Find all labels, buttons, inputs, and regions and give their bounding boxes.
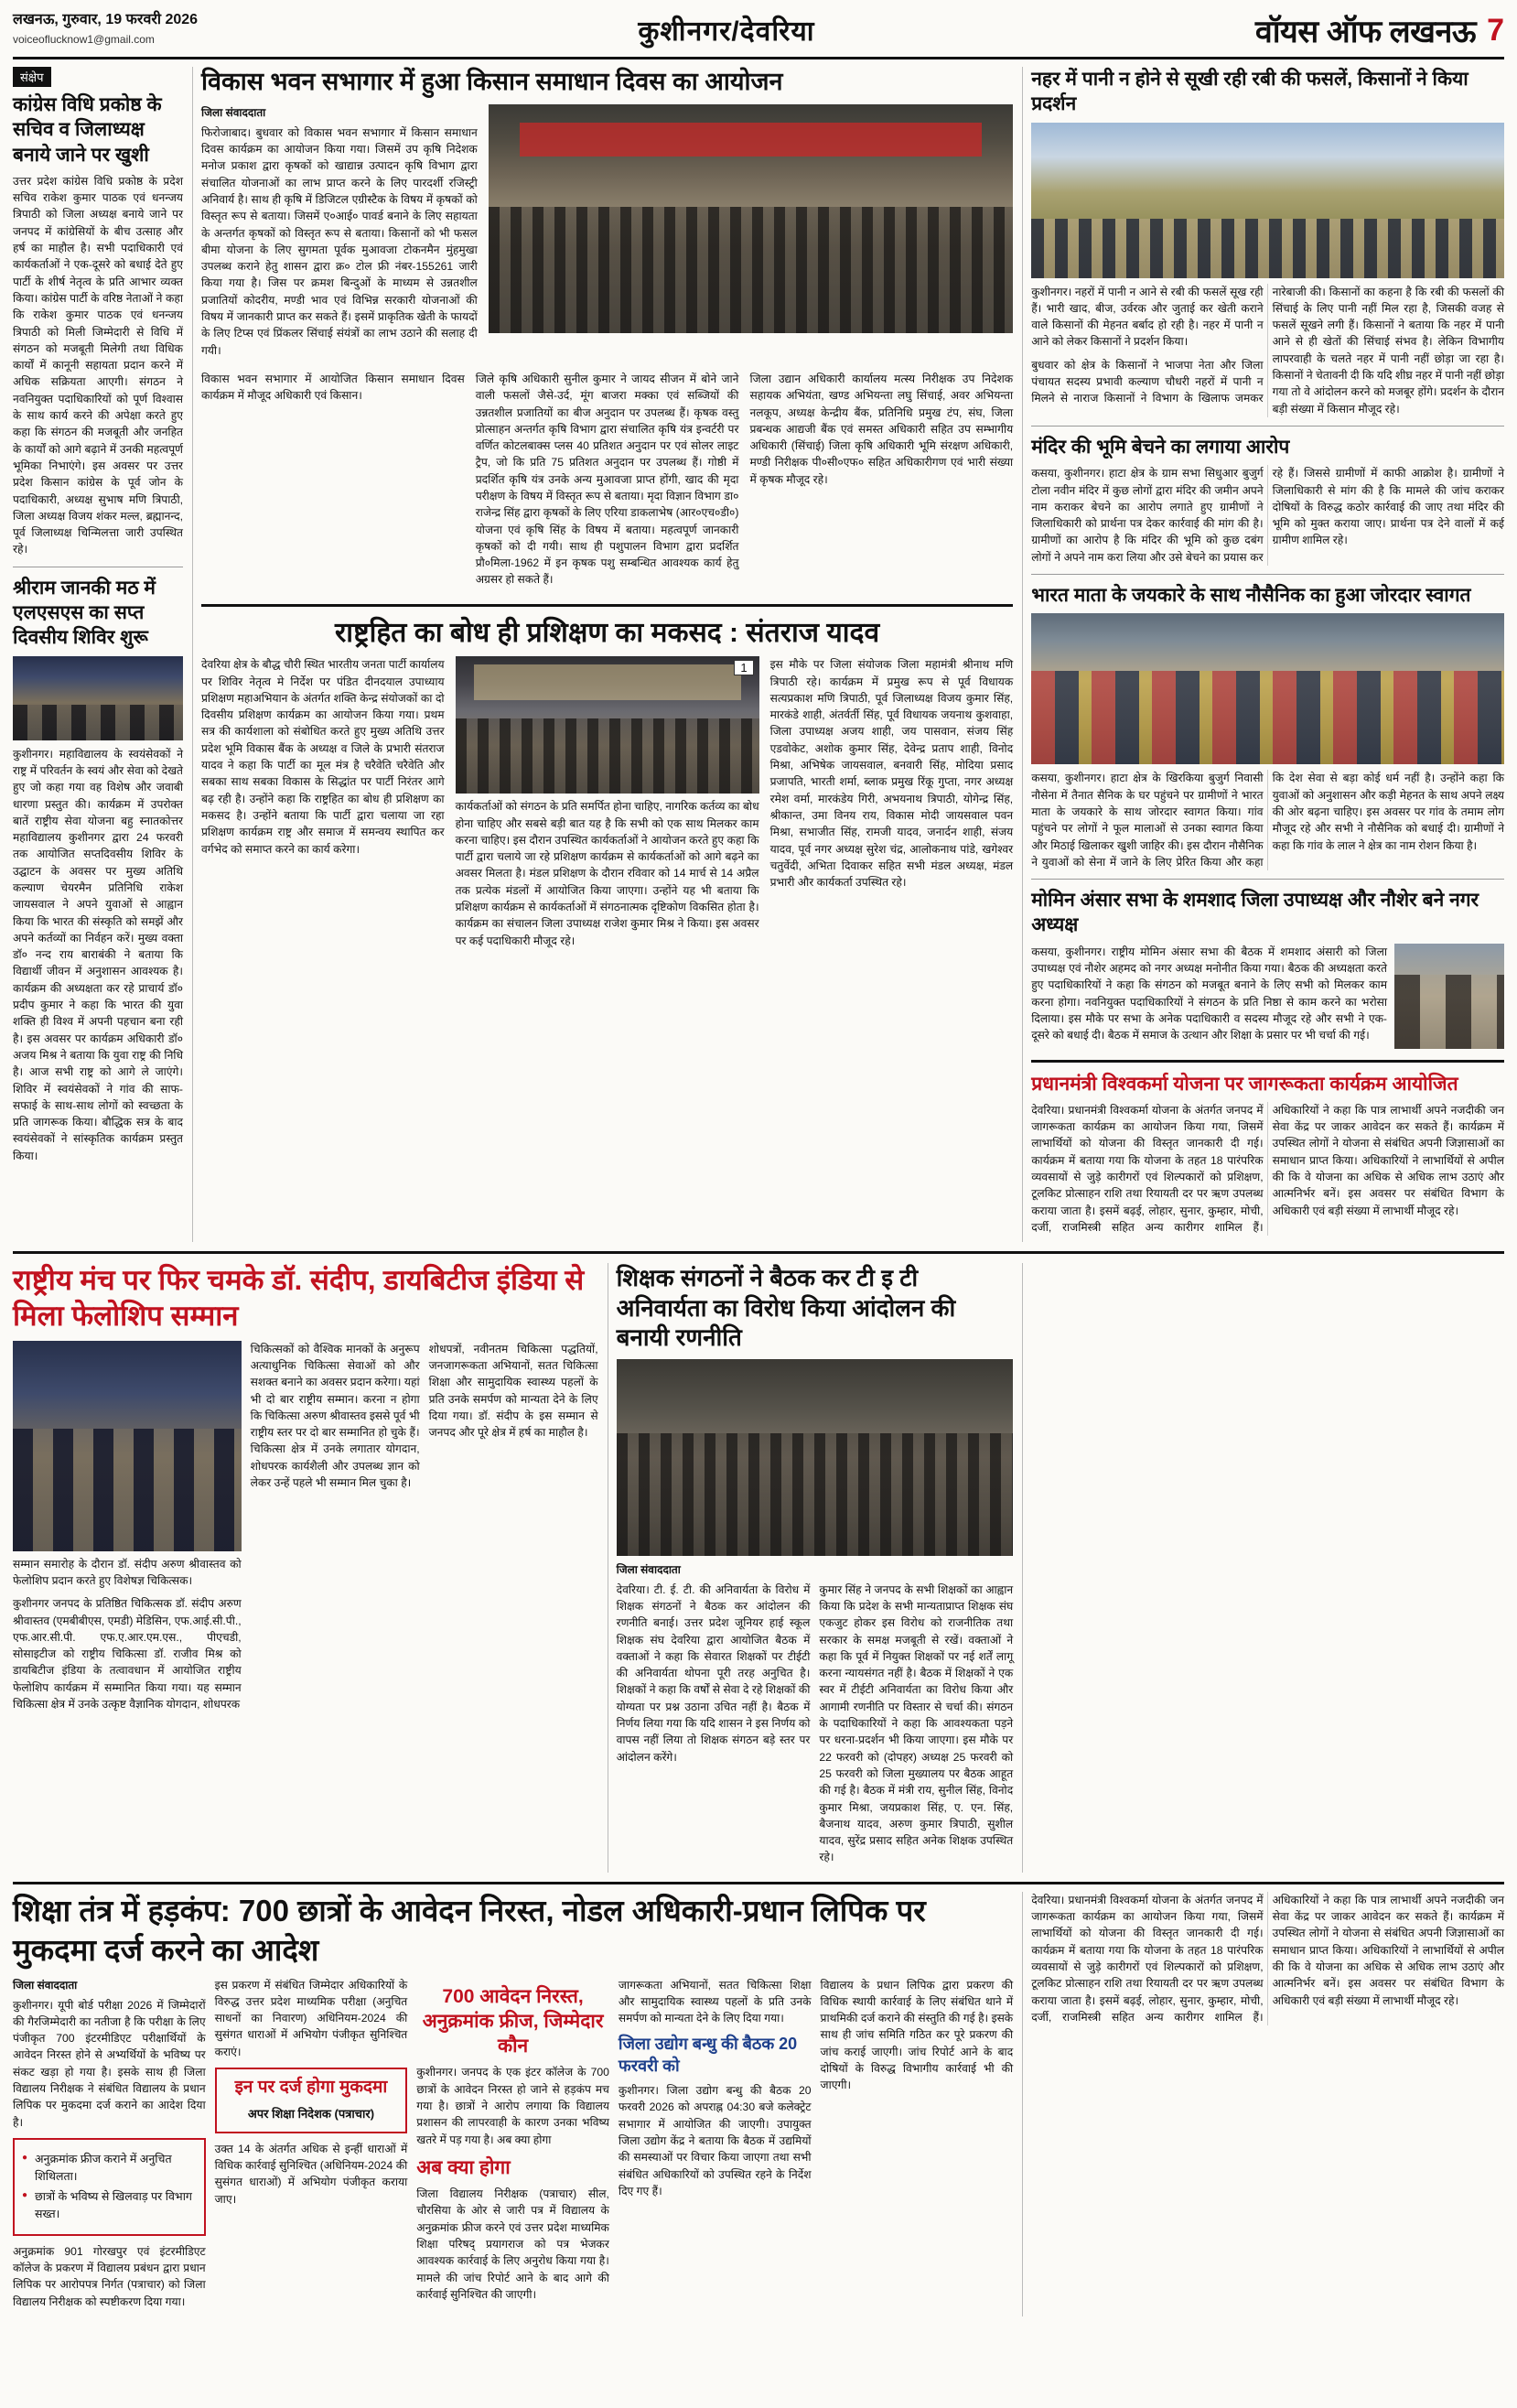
- nahar-story-photo: [1031, 123, 1504, 278]
- fellowship-caption: सम्मान समारोह के दौरान डॉ. संदीप अरुण श्रीवास्तव को फेलोशिप प्रदान करते हुए विशेषज्ञ चिकित्सक।: [13, 1557, 242, 1587]
- education-box-3-title: अब क्या होगा: [416, 2156, 511, 2178]
- education-box-2-title: 700 आवेदन निरस्त, अनुक्रमांक फ्रीज, जिम्मेदार कौन: [422, 1985, 604, 2057]
- masthead-edition: कुशीनगर/देवरिया: [638, 16, 815, 47]
- lower-grid: [13, 1251, 1504, 1873]
- education-box-1-title: इन पर दर्ज होगा मुकदमा: [234, 2077, 388, 2097]
- nagar-story-photo: [1394, 944, 1504, 1049]
- training-story-col-c: इस मौके पर जिला संयोजक जिला महामंत्री श्रीनाथ मणि त्रिपाठी रहे। कार्यक्रम में प्रमुख रूप से पूर्व विधायक सत्यप्रकाश मणि त्रिपाठी, पूर्व जिलाध्यक्ष विजय कुमार सिंह, मारकंडे शाही, अंतर्वर्ती सिंह, पूर्व विधायक जयनाथ कुशवाहा, जिला उपाध्यक्ष अजय शाही, जय पासवान, संजय सिंह एडवोकेट, अशोक कुमार सिंह, देवेन्द्र प्रताप शाही, विनोद मिश्रा, अभिषेक जायसवाल, बनवारी सिंह, मोदिया प्रसाद प्रजापति, भारती शर्मा, ब्लाक प्रमुख रिंकू गुप्ता, नगर अध्यक्ष रमेश वर्मा, मारकंडेय गिरी, अभयनाथ त्रिपाठी, योगेन्द्र सिंह, श्रीकान्त, उमा विनय राय, विकास मोदी जायसवाल पवन मिश्रा, सभाजीत सिंह, रामजी यादव, जनार्दन शाही, संजय यादव, पूर्व नगर अध्यक्ष सुरेश चंद्र, आलोकनाथ पांडे, खगेश्वर चतुर्वेदी, अभिता दिवाकर सहित सभी मंडल अध्यक्ष, मंडल प्रभारी और कार्यकर्ता उपस्थित रहे।: [769, 658, 1014, 890]
- education-story: [13, 1882, 1504, 2316]
- fellowship-col-c: शोधपत्रों, नवीनतम चिकित्सा पद्धतियों, जनजागरूकता अभियानों, सतत चिकित्सा शिक्षा और सामुदायिक स्वास्थ्य पहलों के प्रति उनके समर्पण को मान्यता देने के लिए दिया गया। डॉ. संदीप के इस सम्मान से जनपद और पूरे क्षेत्र में हर्ष का माहौल है।: [428, 1342, 598, 1440]
- masthead-date: लखनऊ, गुरुवार, 19 फरवरी 2026: [13, 12, 199, 27]
- fellowship-story: [13, 1263, 598, 1873]
- teacher-col-b: कुमार सिंह ने जनपद के सभी शिक्षकों का आह्वान किया कि प्रदेश के सभी मान्यताप्राप्त शिक्षक संघ एकजुट होकर इस विरोध को राजनीतिक तथा सरकार के समक्ष मजबूती से रखें। वक्ताओं ने कहा कि पूर्व में नियुक्त शिक्षकों पर नई शर्तें लागू करना न्यायसंगत नहीं है। बैठक में शिक्षकों ने एक स्वर में टीईटी अनिवार्यता का विरोध किया और आगामी रणनीति पर विस्तार से चर्चा की। संगठन के पदाधिकारियों ने कहा कि आवश्यकता पड़ने पर धरना-प्रदर्शन भी किया जाएगा। इस मौके पर 22 फरवरी को (दोपहर) अध्यक्ष 25 फरवरी को 25 फरवरी को जिला मुख्यालय पर बैठक आहूत की गई है। बैठक में मंत्री राय, सुनील सिंह, विनोद कुमार मिश्रा, जयप्रकाश सिंह, ए. एन. सिंह, बैजनाथ यादव, अरुण कुमार त्रिपाठी, सुशील यादव, सुरेंद्र प्रसाद सहित अनेक शिक्षक उपस्थित रहे।: [819, 1582, 1014, 1864]
- fellowship-col-a: कुशीनगर जनपद के प्रतिष्ठित चिकित्सक डॉ. संदीप अरुण श्रीवास्तव (एमबीबीएस, एमडी) मेडिसिन, एफ.आई.सी.पी., एफ.आर.सी.पी. एफ.ए.आर.एम.एस., पीएचडी, सोसाइटीज को राष्ट्रीय चिकित्सा डॉ. राजीव मिश्र को डायबिटीज इंडिया के तत्वावधान में आयोजित राष्ट्रीय फेलोशिप कार्यक्रम में सम्मानित किया गया। यह सम्मान चिकित्सा क्षेत्र में उनके उत्कृष्ट वैज्ञानिक योगदान, शोधपरक: [13, 1597, 242, 1712]
- navy-story-photo: [1031, 613, 1504, 764]
- mandir-story-body: कसया, कुशीनगर। हाटा क्षेत्र के ग्राम सभा सिधुआर बुजुर्ग टोला नवीन मंदिर में कुछ लोगों द्वारा मंदिर की जमीन अपने नाम कराकर बेचने का आरोप लगाते हुए ग्रामीणों ने जिलाधिकारी को प्रार्थना पत्र देकर कार्रवाई की मांग की है। ग्रामीणों का आरोप है कि मंदिर की भूमि को कुछ दबंग लोगों ने अपने नाम करा लिया और उसे बेचने का प्रयास कर रहे हैं। जिससे ग्रामीणों में काफी आक्रोश है। ग्रामीणों ने जिलाधिकारी से मांग की है कि मामले की जांच कराकर दोषियों के विरुद्ध कठोर कार्रवाई की जाए तथा मंदिर की भूमि को मुक्त कराया जाए। प्रार्थना पत्र देने वालों में कई ग्रामीण शामिल रहे।: [1031, 467, 1504, 564]
- education-lead: कुशीनगर। यूपी बोर्ड परीक्षा 2026 में जिम्मेदारों की गैरजिम्मेदारी का नतीजा है कि परीक्षा के लिए पंजीकृत 700 इंटरमीडिएट परीक्षार्थियों के आवेदन निरस्त होने से अभ्यर्थियों के भविष्य पर संकट खड़ा हो गया है। इसके साथ ही जिला विद्यालय निरीक्षक ने संबंधित विद्यालय के प्रधान लिपिक पर मुकदमा दर्ज कराने का आदेश दिया है।: [13, 1998, 206, 2129]
- education-box-4-title: जिला उद्योग बन्धु की बैठक 20 फरवरी को: [618, 2035, 798, 2075]
- nahar-story-p2: बुधवार को क्षेत्र के किसानों ने भाजपा नेता और जिला पंचायत सदस्य प्रभावी कल्याण चौधरी नहरों में पानी न मिलने से नाराज किसानों ने विभाग के खिलाफ जमकर नारेबाजी की। किसानों का कहना है कि रबी की फसलों की सिंचाई के लिए पानी नहीं मिल रहा है, जिसकी वजह से फसलें सूखने लगी हैं। किसानों ने बताया कि नहर में पानी आने से ही खेतों की सिंचाई संभव है। लेकिन विभागीय लापरवाही के चलते नहर में पानी नहीं छोड़ा जा रहा है। किसानों ने चेतावनी दी कि यदि शीघ्र नहर में पानी नहीं छोड़ा गया तो वे आंदोलन करने को मजबूर होंगे। प्रदर्शन के दौरान बड़ी संख्या में किसान मौजूद रहे।: [1031, 285, 1504, 416]
- section-kicker: संक्षेप: [13, 67, 51, 87]
- brief-2-photo: [13, 656, 183, 740]
- page-grid: [13, 67, 1504, 1242]
- main-story-headline: विकास भवन सभागार में हुआ किसान समाधान दिवस का आयोजन: [201, 68, 783, 95]
- brief-2-headline: श्रीराम जानकी मठ में एलएसएस का सप्त दिवसीय शिविर शुरू: [13, 577, 156, 649]
- navy-story-body: कसया, कुशीनगर। हाटा क्षेत्र के खिरकिया बुजुर्ग निवासी नौसेना में तैनात सैनिक के घर पहुंचने पर ग्रामीणों ने भारत माता के जयकारे के साथ जोरदार स्वागत किया। गांव पहुंचने पर लोगों ने फूल मालाओं से उनका स्वागत किया और मिठाई खिलाकर खुशी जाहिर की। इस दौरान नौसैनिक ने युवाओं को सेना में जाने के लिए प्रेरित किया और कहा कि देश सेवा से बड़ा कोई धर्म नहीं है। उन्होंने कहा कि युवाओं को अनुशासन और कड़ी मेहनत के साथ अपने लक्ष्य की ओर बढ़ना चाहिए। इस अवसर पर गांव के तमाम लोग मौजूद रहे और सभी ने नौसैनिक को बधाई दी। ग्रामीणों ने कहा कि गांव के लाल ने क्षेत्र का नाम रोशन किया है।: [1031, 772, 1504, 869]
- nahar-story-p1: कुशीनगर। नहरों में पानी न आने से रबी की फसलें सूख रही हैं। भारी खाद, बीज, उर्वरक और जुताई कर खेती कराने वाले किसानों की मेहनत बर्बाद हो रही है। नहर में पानी न आने को लेकर किसानों ने प्रदर्शन किया।: [1031, 285, 1264, 349]
- main-story-photo: [489, 104, 1013, 333]
- vishwakarma-story-body: देवरिया। प्रधानमंत्री विश्वकर्मा योजना के अंतर्गत जनपद में जागरूकता कार्यक्रम का आयोजन किया गया, जिसमें लाभार्थियों को योजना की विस्तृत जानकारी दी गई। कार्यक्रम में बताया गया कि योजना के तहत 18 पारंपरिक व्यवसायों से जुड़े कारीगरों एवं शिल्पकारों को प्रशिक्षण, टूलकिट प्रोत्साहन राशि तथा रियायती दर पर ऋण उपलब्ध कराया जाता है। इसमें बढ़ई, लोहार, सुनार, कुम्हार, मोची, दर्जी, राजमिस्त्री सहित अन्य कारीगर शामिल हैं। अधिकारियों ने कहा कि पात्र लाभार्थी अपने नजदीकी जन सेवा केंद्र पर जाकर आवेदन कर सकते हैं। कार्यक्रम में उपस्थित लोगों ने योजना से संबंधित अपनी जिज्ञासाओं का समाधान प्राप्त किया। अधिकारियों ने लाभार्थियों से अपील की कि वे योजना का अधिक से अधिक लाभ उठाएं और आत्मनिर्भर बनें। इस अवसर पर संबंधित विभाग के अधिकारी एवं बड़ी संख्या में लाभार्थी मौजूद रहे।: [1031, 1103, 1504, 1234]
- training-story-col-a: देवरिया क्षेत्र के बौद्ध चौरी स्थित भारतीय जनता पार्टी कार्यालय पर शिविर नेतृत्व मे निर्देश पर पंडित दीनदयाल उपाध्याय प्रशिक्षण महाअभियान के अंतर्गत शक्ति केन्द्र संयोजकों का दो दिवसीय प्रशिक्षण कार्यक्रम का आयोजन किया गया। प्रथम सत्र की कार्यशाला को संबोधित करते हुए मुख्य अतिथि उत्तर प्रदेश भूमि विकास बैंक के अध्यक्ष व जिले के प्रभारी संतराज यादव ने कहा कि पार्टी का मूल मंत्र है चरैवेति चरैवेति और सबका साथ सबका विकास के सिद्धांत पर पार्टी निरंतर आगे बढ़ रही है। उन्होंने कहा कि राष्ट्रहित का बोध ही प्रशिक्षण का मकसद है। उन्होंने बताया कि पार्टी द्वारा चलाया जा रहा प्रशिक्षण कार्यक्रम राष्ट्र और समाज में समन्वय स्थापित कर वर्गभेद को समाप्त करने का कार्य करेगा।: [201, 658, 445, 856]
- bottom-right-rail: [1022, 1892, 1504, 2316]
- lower-right-spacer: [1022, 1263, 1504, 1873]
- masthead-email: voiceoflucknow1@gmail.com: [13, 33, 155, 46]
- education-box-4-text: कुशीनगर। जिला उद्योग बन्धु की बैठक 20 फरवरी 2026 को अपराह्न 04:30 बजे कलेक्ट्रेट सभागार में आयोजित की जाएगी। उपायुक्त जिला उद्योग केंद्र ने बताया कि बैठक में उद्यमियों की समस्याओं पर विचार किया जाएगा तथा सभी संबंधित अधिकारियों को उपस्थित रहने के निर्देश दिए गए हैं।: [618, 2084, 812, 2197]
- divider: [201, 604, 1013, 607]
- education-box-1: [215, 2068, 408, 2133]
- main-story-col-b: जिले कृषि अधिकारी सुनील कुमार ने जायद सीजन में बोने जाने वाली फसलों जैसे-उर्द, मूंग बाजरा मक्का एवं सब्जियों की उन्नतशील प्रजातियों का बीज अनुदान पर उपलब्ध हैं। कृषक वस्तु प्रोत्साहन अन्तर्गत कृषि विभाग द्वारा संचालित कृषि यंत्र इन्वर्टरी पर वर्णित कोटलबाक्स प्लस 40 प्रतिशत अनुदान पर एवं सोलर लाइट ट्रैप, जो कि प्रति 75 प्रतिशत अनुदान पर उपलब्ध हैं। गोष्ठी में प्रदर्शित कृषि यंत्र उनके अन्य मुआवजा प्राप्त होंगी, खाद की मृदा परीक्षण के विषय में विस्तृत रूप से बताया। मृदा विज्ञान विभाग डा० राजेन्द्र सिंह द्वारा कृषकों के लिए एरिया डाकलाभेष (आर०एच०डी०) योजना एवं कृषि सिंह के विषय में बताया। महत्वपूर्ण जानकारी कृषकों को दी गयी। साथ ही पशुपालन विभाग द्वारा प्रदर्शित प्रौ०मिला-1962 में इन कृषक पशु सम्बन्धित आवश्यक कार्य हेतु अग्रसर हो सकते हैं।: [475, 372, 739, 587]
- fellowship-photo: [13, 1341, 242, 1551]
- nahar-story-headline: नहर में पानी न होने से सूखी रही रबी की फसलें, किसानों ने किया प्रदर्शन: [1031, 69, 1469, 115]
- fellowship-headline: राष्ट्रीय मंच पर फिर चमके डॉ. संदीप, डायबिटीज इंडिया से मिला फेलोशिप सम्मान: [13, 1264, 585, 1332]
- main-story-col-a: फिरोजाबाद। बुधवार को विकास भवन सभागार में किसान समाधान दिवस कार्यक्रम का आयोजन किया गया। जिसमें उप कृषि निदेशक मनोज प्रकाश द्वारा कृषकों को खाद्यान्न उत्पादन कृषि विभाग द्वारा संचालित योजनाओं का लाभ प्राप्त करने के लिए पारदर्शी रजिस्ट्री अनिवार्य है। साथ ही कृषि में डिजिटल एग्रीस्टैक के विषय में कृषकों को विस्तृत रूप से बताया। जिसमें ए०आई० पावर्ड बनाने के लिए सहायता के अन्तर्गत कृषकों को विस्तृत रूप से बताया। किसानों को भी फसल बीमा योजना के लिए सुगमता पूर्वक मुआवजा टोकनमैन मुंहमुखा उपलब्ध कराने हेतु शासन द्वारा क्र० टोल फ्री नंबर-155261 जारी किया गया है। जिस पर क्रमश बिन्दुओं के माध्यम से उन्नतशील प्रजातियों कोदरीय, मण्डी भाव एवं विभिन्न सरकारी योजनाओं की विषय में जानकारी प्राप्त कर सकते हैं। इसमें प्राकृतिक खेती के फायदों के लिए टिप्स एवं प्रिंकलर सिंचाई संयंत्रों का लाभ उठाने की सलाह दी गयी।: [201, 125, 478, 357]
- masthead-title: वॉयस ऑफ लखनऊ: [1254, 15, 1477, 49]
- main-story-col-c: जिला उद्यान अधिकारी कार्यालय मत्स्य निरीक्षक उप निदेशक सहायक अभियंता, खण्ड अभियन्ता लघु सिंचाई, अवर अभियन्ता नलकूप, अध्यक्ष केन्द्रीय बैंक, प्रतिनिधि प्रमुख टंप, संघ, जिला प्रबन्धक आद्यजी बैंक एवं समस्त अधिकारी सहित उप सम्भागीय अधिकारी (सिंचाई) जिला कृषि अधिकारी भूमि संरक्षण अधिकारी, मण्डी निरीक्षक पी०सी०एफ० सहित अधिकारीगण एवं भारी संख्या में कृषक मौजूद रहे।: [749, 372, 1014, 486]
- education-col-b2: उक्त 14 के अंतर्गत अधिक से इन्हीं धाराओं में विधिक कार्रवाई सुनिश्चित (अधिनियम-2024 की सुसंगत धाराओं) में अभियोग पंजीकृत कराया जाए।: [214, 2142, 408, 2206]
- training-story-headline: राष्ट्रहित का बोध ही प्रशिक्षण का मकसद : संतराज यादव: [335, 617, 880, 648]
- education-headline: शिक्षा तंत्र में हड़कंप: 700 छात्रों के आवेदन निरस्त, नोडल अधिकारी-प्रधान लिपिक पर मुकदमा दर्ज करने का आदेश: [13, 1893, 926, 1967]
- photo-badge: 1: [734, 660, 753, 675]
- masthead-right: [1255, 9, 1504, 51]
- main-story-byline: जिला संवाददाता: [201, 105, 266, 119]
- nagar-story-headline: मोमिन अंसार सभा के शमशाद जिला उपाध्यक्ष और नौशेर बने नगर अध्यक्ष: [1031, 890, 1479, 936]
- divider: [1031, 879, 1504, 880]
- teacher-col-a: देवरिया। टी. ई. टी. की अनिवार्यता के विरोध में शिक्षक संगठनों ने बैठक कर आंदोलन की रणनीति बनाई। उत्तर प्रदेश जूनियर हाई स्कूल शिक्षक संघ देवरिया द्वारा आयोजित बैठक में वक्ताओं ने कहा कि सेवारत शिक्षकों पर टीईटी की अनिवार्यता थोपना पूरी तरह अनुचित है। शिक्षकों ने कहा कि वर्षों से सेवा दे रहे शिक्षकों की योग्यता पर प्रश्न उठाना उचित नहीं है। बैठक में निर्णय लिया गया कि यदि शासन ने इस निर्णय को वापस नहीं लिया तो शिक्षक संगठन बड़े स्तर पर आंदोलन करेंगे।: [616, 1582, 811, 1764]
- education-box-2-text: कुशीनगर। जनपद के एक इंटर कॉलेज के 700 छात्रों के आवेदन निरस्त हो जाने से हड़कंप मच गया है। छात्रों ने आरोप लगाया कि विद्यालय प्रशासन की लापरवाही के कारण उनका भविष्य खतरे में पड़ गया है। अब क्या होगा: [416, 2066, 609, 2146]
- education-box-3-text: जिला विद्यालय निरीक्षक (पत्राचार) सील, चौरसिया के ओर से जारी पत्र में विद्यालय के अनुक्रमांक फ्रीज करने एवं उत्तर प्रदेश माध्यमिक शिक्षा परिषद् प्रयागराज को पत्र भेजकर आवश्यक कार्रवाई के लिए अनुरोध किया गया है। मामले की जांच रिपोर्ट आने के बाद आगे की कार्रवाई सुनिश्चित की जाएगी।: [416, 2187, 609, 2301]
- education-box-1-sub: अपर शिक्षा निदेशक (पत्राचार): [247, 2106, 375, 2121]
- main-story-col-a2: विकास भवन सभागार में आयोजित किसान समाधान दिवस कार्यक्रम में मौजूद अधिकारी एवं किसान।: [201, 372, 465, 403]
- teacher-story: [608, 1263, 1014, 1873]
- masthead: [13, 9, 1504, 59]
- brief-1-body: उत्तर प्रदेश कांग्रेस विधि प्रकोष्ठ के प्रदेश सचिव राकेश कुमार पाठक एवं धनन्जय त्रिपाठी को जिला अध्यक्ष बनाये जाने पर जनपद में कांग्रेसियों के बीच उत्साह और हर्ष का माहौल है। सभी पदाधिकारी एवं कार्यकर्ताओं ने एक-दूसरे को बधाई देते हुए पार्टी के शीर्ष नेतृत्व के प्रति आभार व्यक्त किया। कांग्रेस पार्टी के वरिष्ठ नेताओं ने कहा कि राकेश कुमार पाठक एवं धनन्जय त्रिपाठी को मिली जिम्मेदारी से विधि में संगठन को मजबूती मिलेगी तथा विधिक कार्यों में कानूनी सहायता प्रदान करने में अधिक सक्रियता आएगी। संगठन ने नवनियुक्त पदाधिकारियों को पूर्ण विश्वास के साथ कार्य करने की अपेक्षा करते हुए कहा कि संगठन की मजबूती और जनहित के कार्यों को आगे बढ़ाने में उनकी महत्वपूर्ण भूमिका निभाएंगे। इस अवसर पर उत्तर प्रदेश किसान कांग्रेस के पूर्व जोन के पदाधिकारी, अध्यक्ष सुभाष मणि त्रिपाठी, जिला अध्यक्ष विजय शंकर मल्ल, ब्रह्मानन्द, पूर्व जिलाध्यक्ष चिन्मिलत्ता जारी उपस्थित रहे।: [13, 174, 183, 556]
- education-bullet-2: ● छात्रों के भविष्य से खिलवाड़ पर विभाग सख्त।: [22, 2188, 197, 2223]
- nagar-story-body: कसया, कुशीनगर। राष्ट्रीय मोमिन अंसार सभा की बैठक में शमशाद अंसारी को जिला उपाध्यक्ष एवं नौशेर अहमद को नगर अध्यक्ष मनोनीत किया गया। बैठक की अध्यक्षता करते हुए पदाधिकारियों ने कहा कि संगठन को मजबूत बनाने के लिए सभी को मिलकर काम करना होगा। नवनियुक्त पदाधिकारियों ने संगठन के प्रति निष्ठा से काम करने का भरोसा दिलाया। इस मौके पर सभा के अनेक पदाधिकारी व सदस्य मौजूद रहे और सभी ने एक-दूसरे को बधाई दी। बैठक में समाज के उत्थान और शिक्षा के प्रसार पर भी चर्चा की गई।: [1031, 945, 1387, 1042]
- training-story-photo: [456, 656, 759, 794]
- teacher-headline: शिक्षक संगठनों ने बैठक कर टी इ टी अनिवार्यता का विरोध किया आंदोलन की बनायी रणनीति: [616, 1264, 956, 1352]
- fellowship-col-b: चिकित्सकों को वैश्विक मानकों के अनुरूप अत्याधुनिक चिकित्सा सेवाओं को और सशक्त बनाने का अवसर प्रदान करेगा। यहां भी दो बार राष्ट्रीय सम्मान। करना न होगा कि चिकित्सा अरुण श्रीवास्तव इससे पूर्व भी राष्ट्रीय स्तर पर दो बार सम्मानित हो चुके हैं। चिकित्सा क्षेत्र में उनके लगातार योगदान, शोधपरक कार्यशैली और उपलब्ध ज्ञान को लेकर उन्हें पहले भी सम्मान मिल चुका है।: [250, 1342, 420, 1490]
- education-col-c1: जागरूकता अभियानों, सतत चिकित्सा शिक्षा और सामुदायिक स्वास्थ्य पहलों के प्रति उनके समर्पण को मान्यता देने के लिए दिया गया।: [618, 1978, 812, 2025]
- divider: [1031, 426, 1504, 427]
- teacher-photo: [617, 1359, 1014, 1556]
- bottom-right-body: देवरिया। प्रधानमंत्री विश्वकर्मा योजना के अंतर्गत जनपद में जागरूकता कार्यक्रम का आयोजन किया गया, जिसमें लाभार्थियों को योजना की विस्तृत जानकारी दी गई। कार्यक्रम में बताया गया कि योजना के तहत 18 पारंपरिक व्यवसायों से जुड़े कारीगरों एवं शिल्पकारों को प्रशिक्षण, टूलकिट प्रोत्साहन राशि तथा रियायती दर पर ऋण उपलब्ध कराया जाता है। इसमें बढ़ई, लोहार, सुनार, कुम्हार, मोची, दर्जी, राजमिस्त्री सहित अन्य कारीगर शामिल हैं। अधिकारियों ने कहा कि पात्र लाभार्थी अपने नजदीकी जन सेवा केंद्र पर जाकर आवेदन कर सकते हैं। कार्यक्रम में उपस्थित लोगों ने योजना से संबंधित अपनी जिज्ञासाओं का समाधान प्राप्त किया। अधिकारियों ने लाभार्थियों से अपील की कि वे योजना का अधिक से अधिक लाभ उठाएं और आत्मनिर्भर बनें। इस अवसर पर संबंधित विभाग के अधिकारी एवं बड़ी संख्या में लाभार्थी मौजूद रहे।: [1031, 1893, 1504, 2024]
- divider: [1031, 1060, 1504, 1063]
- brief-2-body: कुशीनगर। महाविद्यालय के स्वयंसेवकों ने राष्ट्र में परिवर्तन के स्वयं और सेवा को देखते हुए जो कहा गया वह विशेष और जवाबी धारणा प्रस्तुत की। कार्यक्रम में उपरोक्त बातें राष्ट्रीय सेवा योजना बहु स्नातकोत्तर महाविद्यालय कुशीनगर द्वारा 24 फरवरी तक आयोजित सप्तदिवसीय शिविर के उद्घाटन के अवसर पर मुख्य अतिथि कल्याण चेयरमैन प्रतिनिधि राकेश जायसवाल ने अपने युवाओं से आह्वान किया कि भारत की संस्कृति को समझें और अपने कर्तव्यों का निर्वहन करें। मुख्य वक्ता डॉ० नन्द राय बाराबंकी ने बताया कि विद्यार्थी जीवन में अनुशासन आवश्यक है। कार्यक्रम की अध्यक्षता कर रहे प्राचार्य डॉ० प्रदीप कुमार ने कहा कि भारत की युवा शक्ति ही विश्व में अपनी पहचान बना रही है। इस अवसर पर कार्यक्रम अधिकारी डॉ० अजय मिश्र ने बताया कि युवा राष्ट्र की निधि है। आज सभी राष्ट्र को आगे ले जाएंगे। शिविर में स्वयंसेवकों ने गांव की साफ-सफाई के साथ-साथ लोगों को स्वच्छता के प्रति जागरूक किया। बौद्धिक सत्र के बाद स्वयंसेवकों ने सांस्कृतिक कार्यक्रम प्रस्तुत किया।: [13, 747, 183, 1162]
- education-byline: जिला संवाददाता: [13, 1978, 78, 1992]
- education-col-c2: विद्यालय के प्रधान लिपिक द्वारा प्रकरण की विधिक स्थायी कार्रवाई के लिए संबंधित थाने में प्राथमिकी दर्ज कराने की संस्तुति की गई है। इसके साथ ही जांच समिति गठित कर पूरे प्रकरण की जांच कराई जाएगी। जांच रिपोर्ट आने के बाद दोषियों के विरुद्ध विभागीय कार्रवाई भी की जाएगी।: [820, 1978, 1014, 2092]
- column-right-rail: [1022, 67, 1504, 1242]
- column-center-block: [192, 67, 1013, 1242]
- page-number: 7: [1487, 12, 1504, 48]
- vishwakarma-story-headline: प्रधानमंत्री विश्वकर्मा योजना पर जागरूकता कार्यक्रम आयोजित: [1031, 1073, 1458, 1095]
- navy-story-headline: भारत माता के जयकारे के साथ नौसैनिक का हुआ जोरदार स्वागत: [1031, 585, 1471, 607]
- education-bullet-1: ● अनुक्रमांक फ्रीज कराने में अनुचित शिथिलता।: [22, 2151, 197, 2186]
- education-col-a2: अनुक्रमांक 901 गोरखपुर एवं इंटरमीडिएट कॉलेज के प्रकरण में विद्यालय प्रबंधन द्वारा प्रधान लिपिक पर आरोपपत्र निर्गत (पत्राचार) को जिला विद्यालय निरीक्षक को स्पष्टीकरण दिया गया।: [13, 2244, 206, 2308]
- divider: [1031, 574, 1504, 575]
- mandir-story-headline: मंदिर की भूमि बेचने का लगाया आरोप: [1031, 436, 1290, 458]
- training-story-col-b: कार्यकर्ताओं को संगठन के प्रति समर्पित होना चाहिए, नागरिक कर्तव्य का बोध होना चाहिए और सबसे बड़ी बात यह है कि सभी को एक साथ मिलकर काम करना चाहिए। इस दौरान उपस्थित कार्यकर्ताओं ने आयोजन करते हुए कहा कि पार्टी द्वारा चलाये जा रहे प्रशिक्षण कार्यक्रम से कार्यकर्ताओं को आगे बढ़ने का अवसर मिलता है। मंडल प्रशिक्षण के दौरान रविवार को 14 मार्च से 14 अप्रैल तक प्रत्येक मंडलों में आयोजित किया जाएगा। उन्होंने यह भी बताया कि प्रशिक्षण कार्यक्रम से कार्यकर्ताओं में संगठनात्मक दृष्टिकोण विकसित होता है। कार्यक्रम का संचालन जिला उपाध्यक्ष राजेश कुमार मिश्र ने किया। इस अवसर पर कई पदाधिकारी मौजूद रहे।: [455, 800, 759, 947]
- education-bullets-box: [13, 2138, 206, 2236]
- column-left: [13, 67, 183, 1242]
- teacher-byline: जिला संवाददाता: [616, 1562, 681, 1576]
- brief-1-headline: कांग्रेस विधि प्रकोष्ठ के सचिव व जिलाध्यक्ष बनाये जाने पर खुशी: [13, 94, 162, 166]
- masthead-left: [13, 9, 198, 48]
- education-col-b1: इस प्रकरण में संबंधित जिम्मेदार अधिकारियों के विरुद्ध उत्तर प्रदेश माध्यमिक परीक्षा (अनुचित साधनों का निवारण) अधिनियम-2024 की सुसंगत धाराओं में अभियोग पंजीकृत सुनिश्चित कराएं।: [214, 1978, 408, 2058]
